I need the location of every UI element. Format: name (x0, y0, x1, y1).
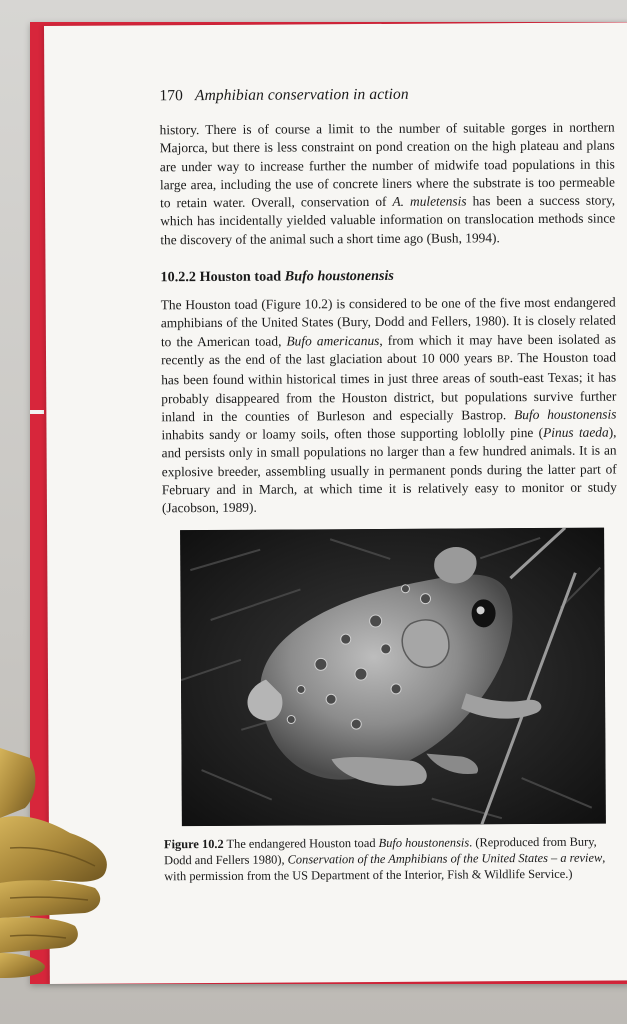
paragraph-houston-toad (161, 294, 617, 518)
brass-hand-bookend (0, 748, 120, 978)
species-name: Bufo houstonensis (514, 406, 617, 422)
text-run: , with permission from the US Department of the Interior, Fish & Wildlife Service.) (164, 850, 606, 883)
paragraph-midwife-toad (160, 119, 616, 250)
figure-toad-photo (180, 527, 606, 826)
text-run: The endangered Houston toad (223, 835, 379, 851)
running-head (159, 85, 614, 106)
book-page (44, 22, 627, 984)
figure-label: Figure 10.2 (163, 836, 224, 851)
publication-title: Conservation of the Amphibians of the United States – a review (287, 850, 603, 867)
text-run: has been a success story, which has incidentally yielded valuable information on translocation methods since the discovery of the animal such a short time ago (Bush, 1994). (160, 192, 616, 248)
text-run: . The Houston toad has been found within historical times in just three areas of south-east Texas; it has probably disappeared from the Houston district, but populations survive further inland in the counties of Burleson and especially Bastrop. (161, 349, 617, 425)
toad-photo-illustration (180, 527, 606, 826)
figure-caption (164, 833, 622, 884)
section-heading (160, 267, 615, 287)
species-name: Pinus taeda (543, 424, 609, 441)
running-title: Amphibian conservation in action (194, 85, 409, 105)
species-name: Bufo americanus (286, 332, 380, 349)
section-title: Houston toad (199, 268, 282, 286)
text-run: ), and persists only in small populations no larger than a few hundred animals. It is an explosive breeder, assembling usually in permanent ponds during the latter part of February and in March, at which time it is relatively easy to monitor or study (Jacobson, 1989). (161, 424, 617, 516)
section-species: Bufo houstonensis (284, 267, 394, 285)
text-run: . (Reproduced from Bury, Dodd and Fellers 1980), (164, 834, 597, 867)
text-run: The Houston toad (Figure 10.2) is considered to be one of the five most endangered amphibians of the United States (Bury, Dodd and Fellers, 1980). It is closely related to the American toad, (160, 294, 616, 349)
section-number: 10.2.2 (160, 269, 197, 286)
text-run: history. There is of course a limit to the number of suitable gorges in northern Majorca, but there is less constraint on pond creation on the high plateau and plans are under way to increase further the number of midwife toad populations in this large area, including the use of concrete liners where the substrate is too permeable to retain water. Overall, conservation of (159, 119, 616, 211)
page-number: 170 (159, 87, 184, 105)
small-caps-bp: BP (496, 354, 510, 366)
text-run: inhabits sandy or loamy soils, often those supporting loblolly pine ( (161, 425, 544, 443)
cover-stripe (30, 410, 44, 414)
species-name: A. muletensis (392, 193, 467, 210)
text-run: , from which it may have been isolated as recently as the end of the last glaciation about 10 000 years (160, 331, 616, 368)
page-content (159, 85, 619, 884)
species-name: Bufo houstonensis (378, 835, 470, 850)
